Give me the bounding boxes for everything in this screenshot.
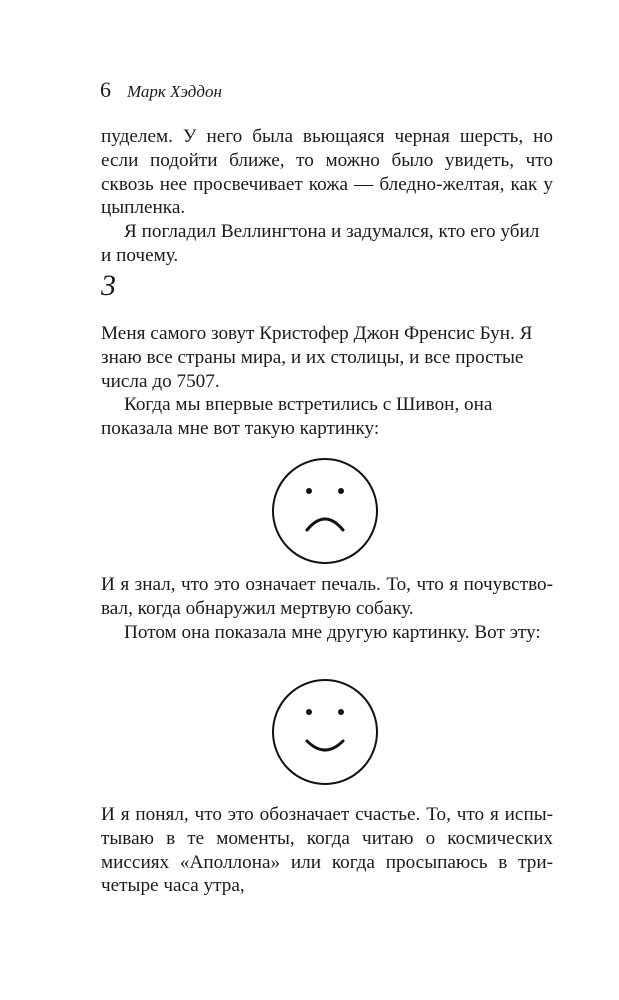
happy-face-illustration: [270, 677, 380, 787]
frown-mouth: [307, 519, 343, 530]
left-eye: [306, 488, 312, 494]
text-block-continuation: [101, 125, 553, 268]
smile-mouth: [307, 741, 343, 750]
paragraph: Меня самого зовут Кристофер Джон Френсис Бун. Я знаю все страны мира, и их столицы, и все простые числа до 7507.: [101, 323, 533, 392]
page-number: 6: [100, 77, 111, 102]
paragraph: Я погладил Веллингтона и задумался, кто его убил и почему.: [101, 221, 540, 266]
left-eye: [306, 709, 312, 715]
page-header: [100, 77, 222, 103]
right-eye: [338, 488, 344, 494]
paragraph: И я понял, что это обозначает счастье. То, что я испытываю в те моменты, когда читаю о космических миссиях «Аполлона» или когда просыпаюсь в три-четыре часа утра,: [101, 804, 553, 897]
paragraph: Когда мы впервые встретились с Шивон, она показала мне вот такую картинку:: [101, 394, 493, 440]
text-block-happy: [101, 803, 553, 898]
face-outline: [273, 459, 377, 563]
chapter-number: 3: [101, 269, 116, 302]
text-block-chapter-opening: [101, 322, 553, 441]
sad-face-illustration: [270, 456, 380, 566]
running-head-author: Марк Хэддон: [127, 82, 222, 101]
text-block-sad: [101, 573, 553, 644]
right-eye: [338, 709, 344, 715]
face-outline: [273, 680, 377, 784]
paragraph: И я знал, что это означает печаль. То, что я почувствовал, когда обнаружил мертвую собаку.: [101, 574, 553, 619]
paragraph: пуделем. У него была вьющаяся черная шерсть, но если подойти ближе, то можно было увидеть, что сквозь нее просвечивает кожа — бледно-желтая, как у цыпленка.: [101, 126, 553, 219]
paragraph: Потом она показала мне другую картинку. Вот эту:: [124, 621, 541, 643]
